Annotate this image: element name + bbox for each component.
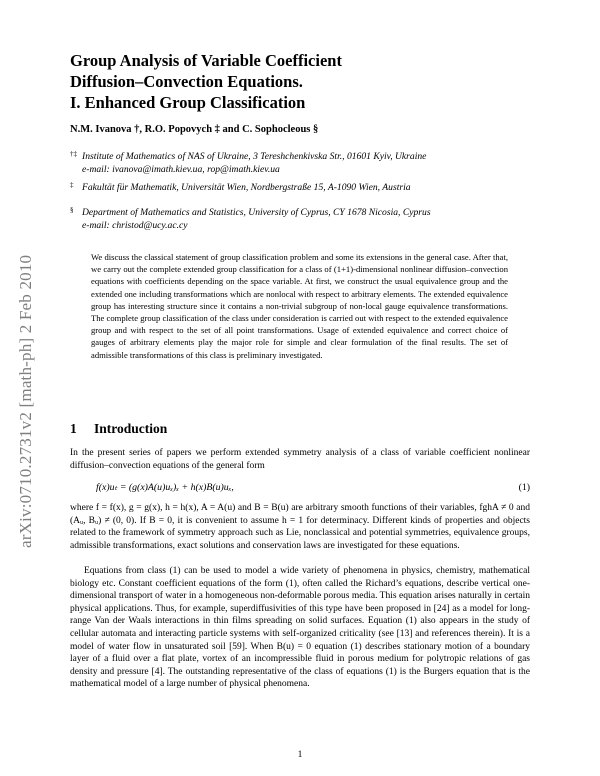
affiliation-address: Institute of Mathematics of NAS of Ukraine, 3 Tereshchenkivska Str., 01601 Kyiv, Ukraine [82, 151, 427, 162]
title-line: Group Analysis of Variable Coefficient [70, 51, 342, 70]
author-list: N.M. Ivanova †, R.O. Popovych ‡ and C. Sophocleous § [70, 124, 319, 135]
arxiv-stamp: arXiv:0710.2731v2 [math-ph] 2 Feb 2010 [16, 254, 35, 548]
equation-1 [96, 482, 530, 493]
affiliation-mark: § [70, 206, 74, 214]
affiliation-email: e-mail: christod@ucy.ac.cy [82, 219, 188, 231]
affiliation-address: Department of Mathematics and Statistics, University of Cyprus, CY 1678 Nicosia, Cyprus [82, 207, 431, 218]
equation-text: f(x)uₜ = (g(x)A(u)uₓ)ₓ + h(x)B(u)uₓ, [96, 482, 234, 493]
section-title: Introduction [94, 421, 168, 436]
affiliation-address: Fakultät für Mathematik, Universität Wien, Nordbergstraße 15, A-1090 Wien, Austria [82, 182, 411, 193]
affiliation-wien [70, 182, 530, 195]
affiliation-cyprus [70, 207, 530, 232]
section-heading [70, 421, 167, 437]
title-line: Diffusion–Convection Equations. [70, 72, 303, 91]
abstract: We discuss the classical statement of group classification problem and some its extensions in the general case. After that, we carry out the complete extended group classification for a class of (1+1)-dimensional nonlinear diffusion–convection equations with coefficients depending on the space variable. At first, we construct the usual equivalence group and the extended one including transformations which are nonlocal with respect to arbitrary elements. The extended equivalence group has interesting structure since it contains a non-trivial subgroup of non-local gauge equivalence transformations. The complete group classification of the class under consideration is carried out with respect to the extended equivalence group and with respect to the set of all point transformations. Usage of extended equivalence and correct choice of gauges of arbitrary elements play the major role for simple and clear formulation of the final results. The set of admissible transformations of this class is preliminary investigated. [91, 252, 508, 360]
intro-paragraph: In the present series of papers we perform extended symmetry analysis of a class of variable coefficient nonlinear diffusion–convection equations of the general form [70, 448, 530, 471]
affiliation-email: e-mail: ivanova@imath.kiev.ua, rop@imath.kiev.ua [82, 163, 280, 175]
equation-number: (1) [518, 482, 530, 493]
page-number: 1 [297, 750, 303, 760]
affiliation-mark: †‡ [70, 150, 77, 158]
paragraph-after-equation: where f = f(x), g = g(x), h = h(x), A = A(u) and B = B(u) are arbitrary smooth functions of their variables, fghA ≠ 0 and (Aᵤ, Bᵤ) ≠ (0, 0). If B = 0, it is convenient to assume h = 1 for determinacy. Different kinds of properties and objects related to the framework of symmetry approach such as Lie, nonclassical and potential symmetries, equivalence groups, admissible transformations, exact solutions and conservation laws are investigated for these equations. [70, 503, 530, 551]
paper-title [70, 50, 550, 113]
affiliation-mark: ‡ [70, 181, 74, 189]
paragraph-2: Equations from class (1) can be used to model a wide variety of phenomena in physics, chemistry, mathematical biology etc. Constant coefficient equations of the form (1), often called the Richard’s equations, describe vertical one-dimensional transport of water in a homogeneous non-deformable porous media. This equation arises naturally in certain physical applications. Thus, for example, superdiffusivities of this type have been proposed in [24] as a model for long-range Van der Waals interactions in thin films spreading on solid surfaces. Equation (1) also appears in the study of cellular automata and interacting particle systems with self-organized criticality (see [13] and references therein). It is a model of water flow in unsaturated soil [59]. When B(u) = 0 equation (1) describes stationary motion of a boundary layer of a fluid over a flat plate, vortex of an incompressible fluid in porous medium for polytropic relations of gas density and pressure [4]. The outstanding representative of the class of equations (1) is the Burgers equation that is the mathematical model of a large number of physical phenomena. [70, 566, 530, 690]
title-line: I. Enhanced Group Classification [70, 93, 306, 112]
section-number: 1 [70, 421, 77, 436]
affiliation-kyiv [70, 151, 530, 176]
